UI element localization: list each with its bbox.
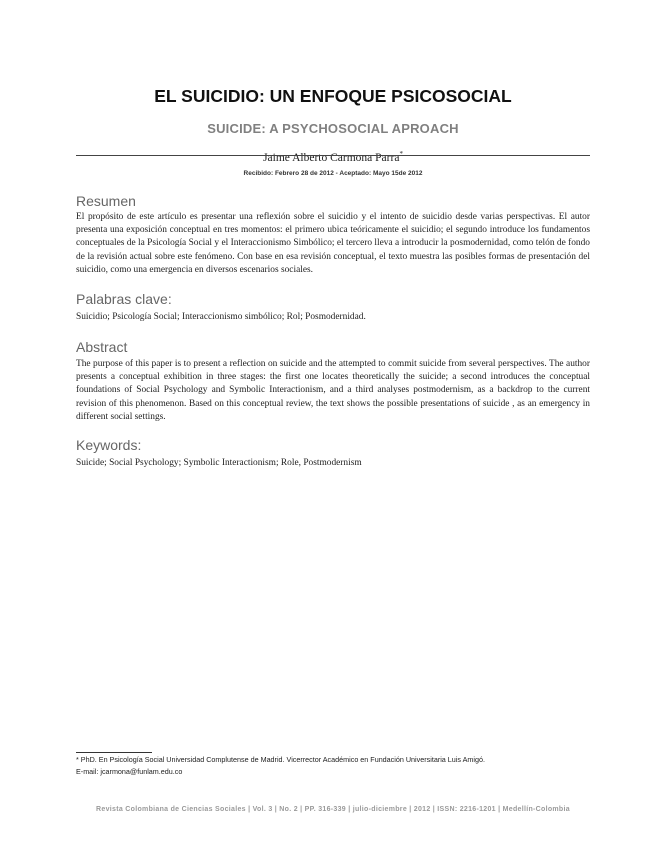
article-title: EL SUICIDIO: UN ENFOQUE PSICOSOCIAL: [154, 86, 512, 106]
resumen-text: El propósito de este artículo es presentar una reflexión sobre el suicidio y el intento de suicidio desde varias perspectivas. El autor presenta una exposición conceptual en tres momentos: el primero ubica teóricamente el suicidio; el segundo introduce los fundamentos conceptuales de la Psicología Social y el Interaccionismo Simbólico; el tercero lleva a introducir la posmodernidad, como telón de fondo de la revisión actual sobre este fenómeno. Con base en esa revisión conceptual, el texto muestra las posibles formas de presentación del suicidio, como una emergencia en diversos escenarios sociales.: [76, 212, 590, 275]
journal-footer: Revista Colombiana de Ciencias Sociales | Vol. 3 | No. 2 | PP. 316-339 | julio-diciembre | 2012 | ISSN: 2216-1201 | Medellín-Colombia: [96, 806, 570, 813]
palabras-clave-text: Suicidio; Psicología Social; Interaccionismo simbólico; Rol; Posmodernidad.: [76, 312, 366, 322]
abstract-text: The purpose of this paper is to present a reflection on suicide and the attempted to commit suicide from several perspectives. The author presents a conceptual exhibition in three stages: the first one locates theoretically the suicide; a second introduces the conceptual foundations of Social Psychology and Symbolic Interactionism, and a third analyses postmodernism, as a backdrop to the current revision of this phenomenon. Based on this conceptual review, the text shows the possible presentations of suicide , as an emergency in different social settings.: [76, 359, 590, 422]
footnote-email: E-mail: jcarmona@funlam.edu.co: [76, 766, 183, 776]
footnote-affiliation: * PhD. En Psicología Social Universidad Complutense de Madrid. Vicerrector Académico en Fundación Universitaria Luis Amigó.: [76, 755, 485, 764]
footnote-divider: [76, 752, 152, 753]
author-line: [0, 150, 666, 164]
author-footnote-mark: *: [399, 150, 403, 158]
received-dates: Recibido: Febrero 28 de 2012 - Aceptado: Mayo 15de 2012: [243, 170, 423, 177]
resumen-heading: Resumen: [76, 193, 136, 209]
article-subtitle: SUICIDE: A PSYCHOSOCIAL APROACH: [207, 121, 459, 136]
title-divider: [76, 155, 590, 156]
keywords-text: Suicide; Social Psychology; Symbolic Interactionism; Role, Postmodernism: [76, 458, 362, 468]
abstract-heading: Abstract: [76, 339, 128, 355]
keywords-heading: Keywords:: [76, 437, 142, 453]
footnote: [76, 754, 590, 777]
palabras-clave-heading: Palabras clave:: [76, 291, 172, 307]
author-name: Jaime Alberto Carmona Parra: [263, 151, 400, 164]
